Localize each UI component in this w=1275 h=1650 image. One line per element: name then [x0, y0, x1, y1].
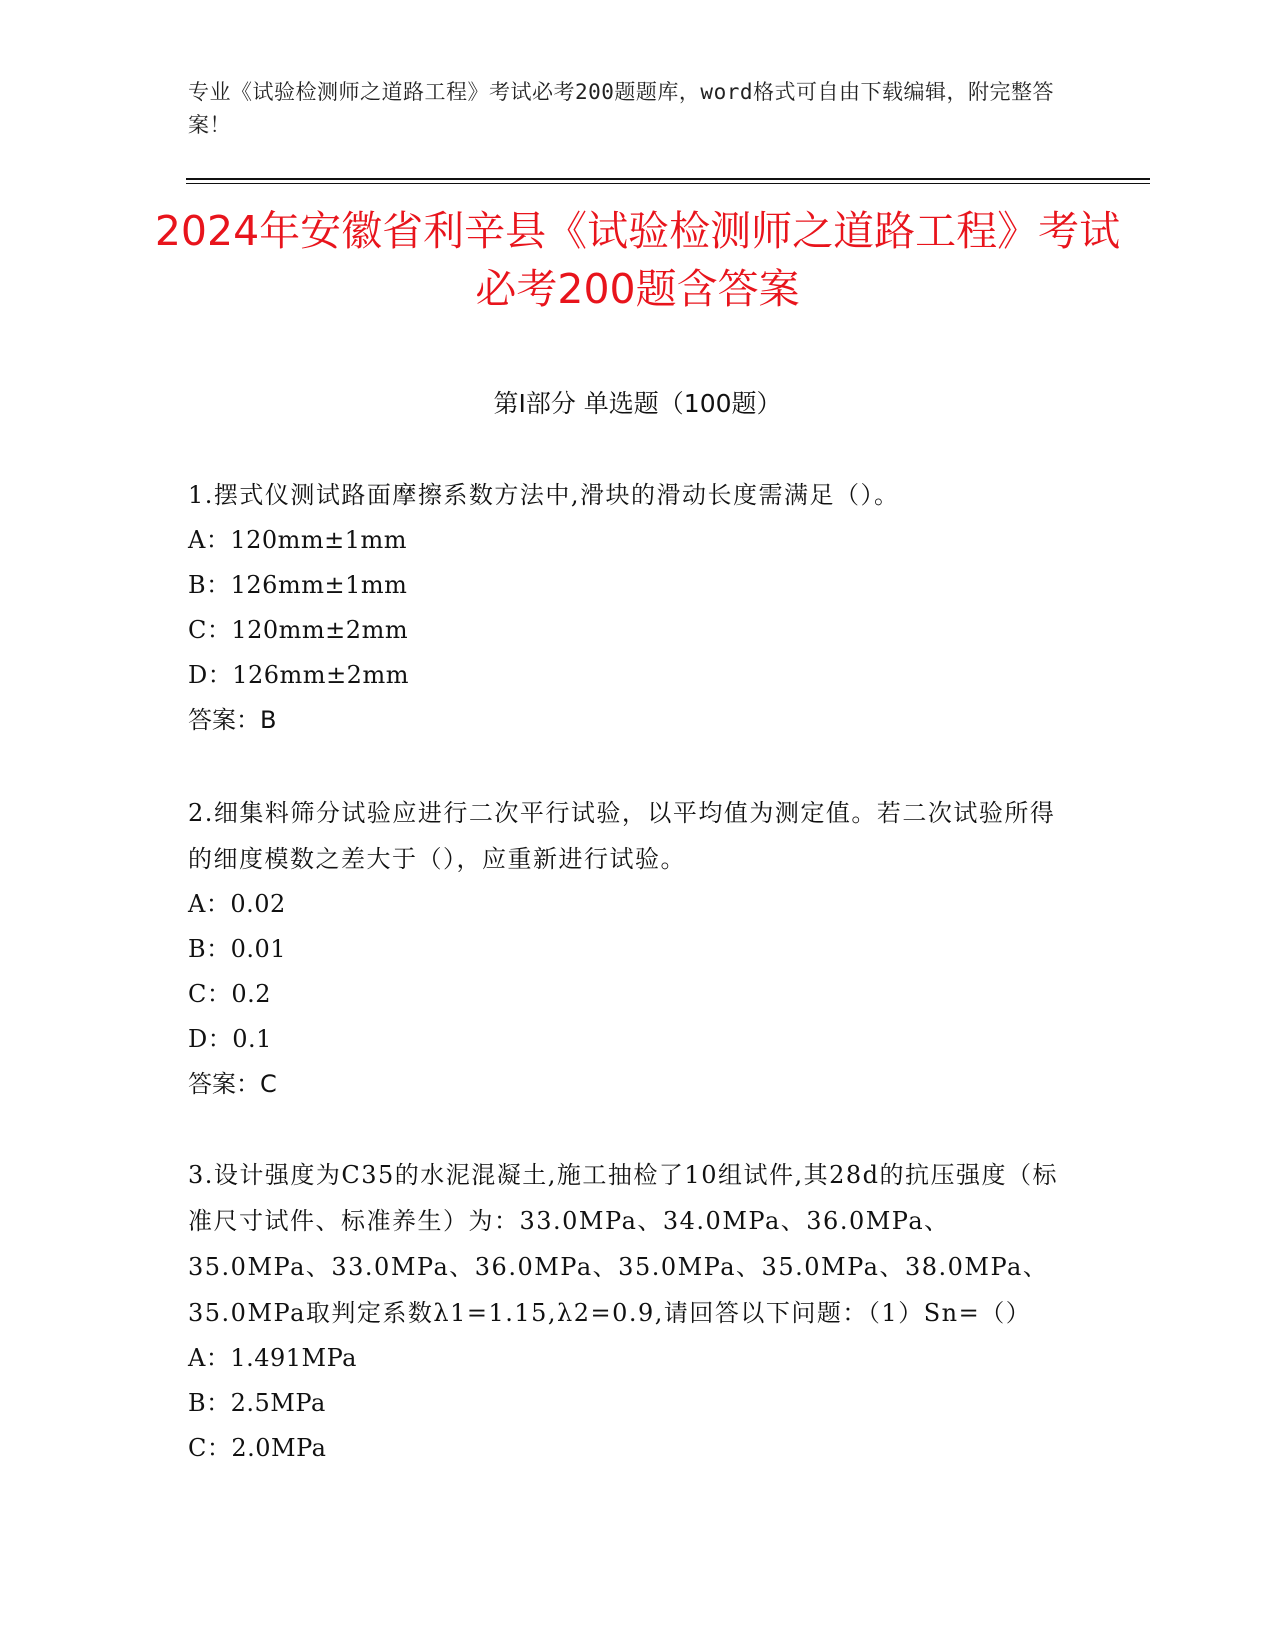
option-a: A：0.02	[188, 890, 286, 918]
option-c: C：2.0MPa	[188, 1434, 327, 1462]
question-text: 3.设计强度为C35的水泥混凝土,施工抽检了10组试件,其28d的抗压强度（标准尺寸试件、标准养生）为：33.0MPa、34.0MPa、36.0MPa、35.0MPa、33.0MPa、36.0MPa、35.0MPa、35.0MPa、38.0MPa、35.0MPa取判定系数λ1=1.15,λ2=0.9,请回答以下问题：（1）Sn=（）	[188, 1161, 1058, 1327]
answer-line: 答案：B	[188, 706, 277, 734]
question-text: 2.细集料筛分试验应进行二次平行试验，以平均值为测定值。若二次试验所得的细度模数之差大于（），应重新进行试验。	[188, 799, 1056, 873]
option-c: C：120mm±2mm	[188, 616, 409, 644]
option-d: D：126mm±2mm	[188, 661, 409, 689]
option-b: B：126mm±1mm	[188, 571, 408, 599]
question-3	[188, 1152, 1078, 1471]
option-c: C：0.2	[188, 980, 272, 1008]
option-a: A：1.491MPa	[188, 1344, 357, 1372]
section-title: 第I部分 单选题（100题）	[493, 389, 782, 418]
document-title: 2024年安徽省利辛县《试验检测师之道路工程》考试必考200题含答案	[154, 207, 1121, 313]
question-1	[188, 472, 1078, 743]
question-2	[188, 790, 1078, 1107]
answer-line: 答案：C	[188, 1070, 277, 1098]
option-b: B：0.01	[188, 935, 287, 963]
option-a: A：120mm±1mm	[188, 526, 408, 554]
question-text: 1.摆式仪测试路面摩擦系数方法中,滑块的滑动长度需满足（）。	[188, 481, 900, 509]
option-d: D：0.1	[188, 1025, 272, 1053]
header-divider-thick	[186, 178, 1150, 180]
header-note: 专业《试验检测师之道路工程》考试必考200题题库，word格式可自由下载编辑，附完整答案！	[188, 80, 1054, 137]
header-divider-thin	[186, 183, 1150, 184]
option-b: B：2.5MPa	[188, 1389, 326, 1417]
